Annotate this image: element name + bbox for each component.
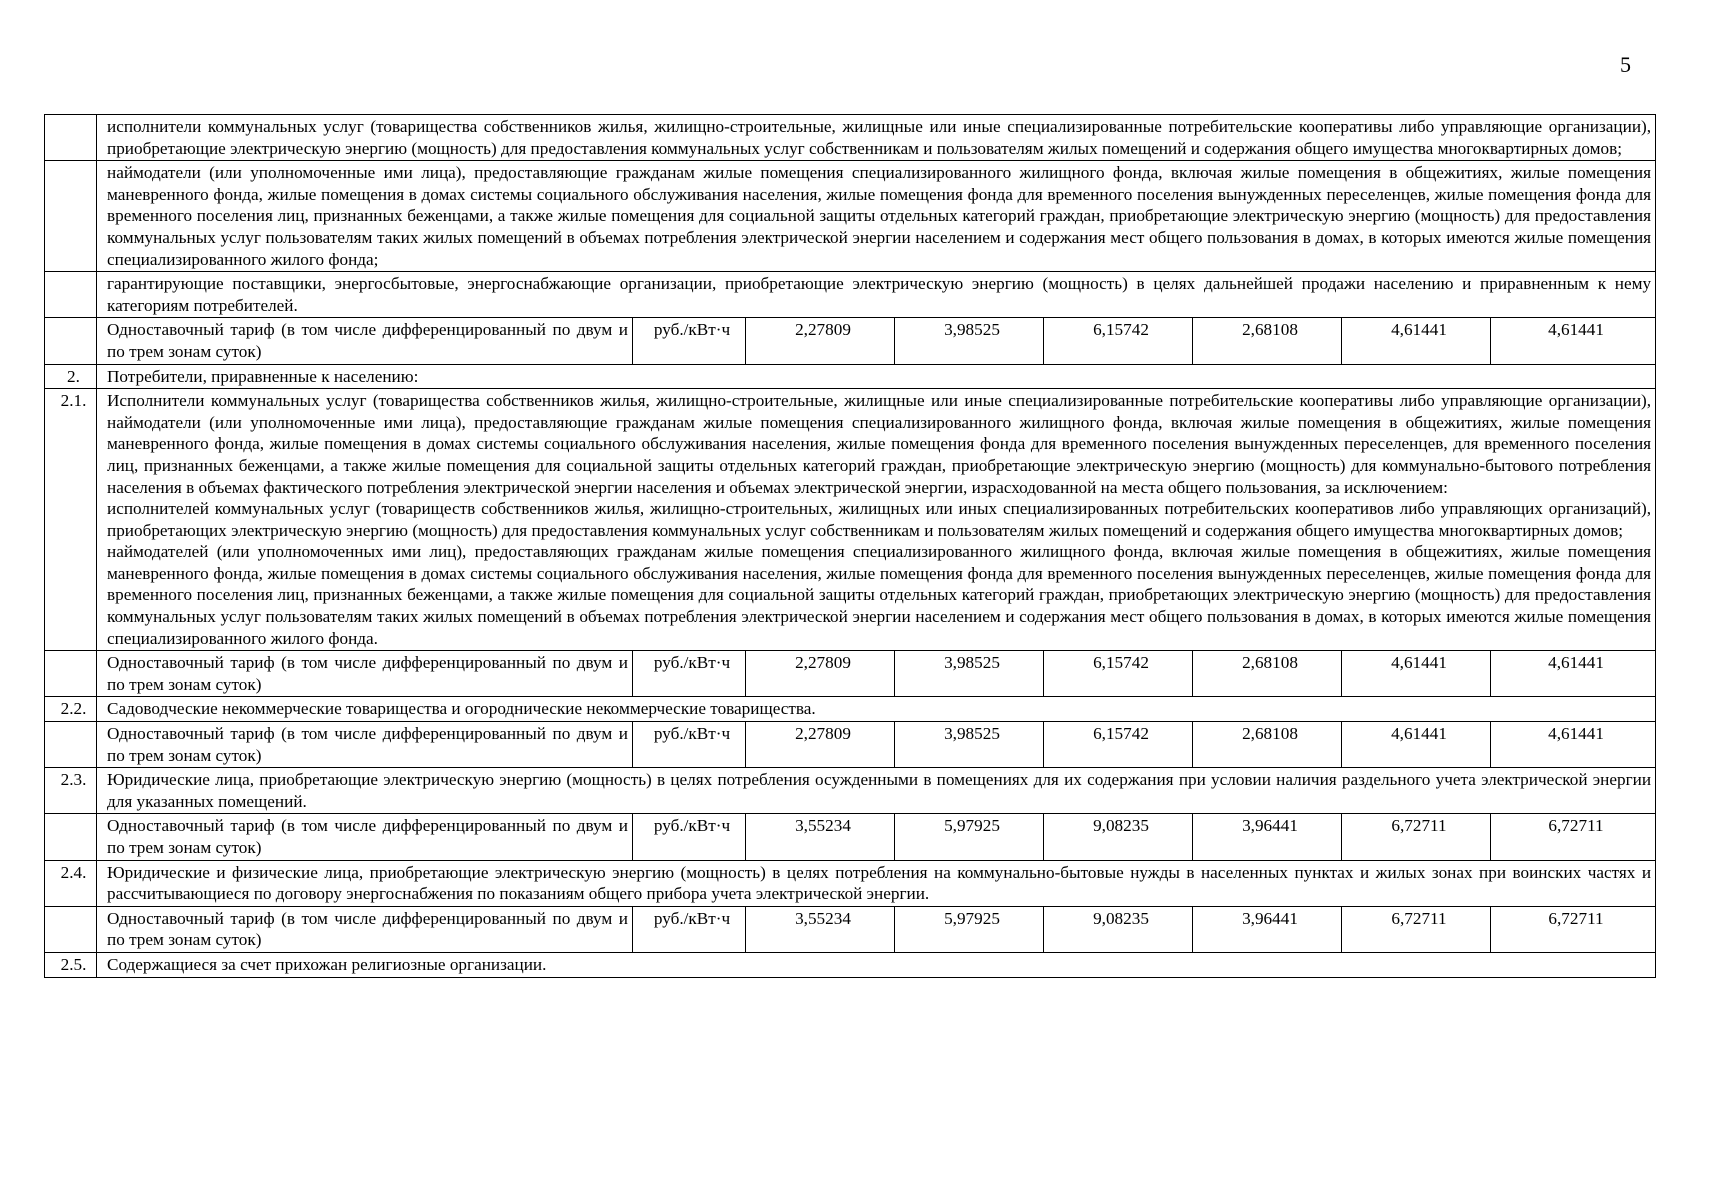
tariff-row (45, 814, 1656, 860)
category-description (97, 768, 1656, 814)
tariff-label: Одноставочный тариф (в том числе дифференцированный по двум и по трем зонам суток) (97, 318, 633, 364)
row-number (45, 906, 97, 952)
category-row (45, 272, 1656, 318)
description-paragraph: исполнителей коммунальных услуг (товариществ собственников жилья, жилищно-строительных, жилищных или иных специализированных потребительских кооперативов либо управляющих организаций), приобретающих электрическую энергию (мощность) для предоставления коммунальных услуг собственникам и пользователям жилых помещений и содержания общего имущества многоквартирных домов; (107, 499, 1652, 540)
tariff-value: 3,55234 (746, 906, 895, 952)
tariff-unit: руб./кВт·ч (633, 722, 746, 768)
tariff-row (45, 906, 1656, 952)
description-paragraph: Содержащиеся за счет прихожан религиозные организации. (107, 954, 547, 974)
description-paragraph: Исполнители коммунальных услуг (товарищества собственников жилья, жилищно-строительные, жилищные или иные специализированные потребительские кооперативы либо управляющие организации), наймодатели (или уполномоченные ими лица), предоставляющие гражданам жилые помещения специализированного жилищного фонда, включая жилые помещения в общежитиях, жилые помещения маневренного фонда, жилые помещения в домах системы социального обслуживания населения, жилые помещения фонда для временного поселения вынужденных переселенцев, для временного поселения лиц, признанных беженцами, а также жилые помещения для социальной защиты отдельных категорий граждан, приобретающие электрическую энергию (мощность) для коммунально-бытового потребления населения в объемах фактического потребления электрической энергии населения и объемах электрической энергии, израсходованной на места общего пользования, за исключением: (107, 391, 1652, 497)
row-number (45, 651, 97, 697)
page-number: 5 (1620, 52, 1631, 77)
tariff-value: 2,68108 (1193, 318, 1342, 364)
category-row (45, 860, 1656, 906)
tariff-value: 2,27809 (746, 722, 895, 768)
row-number: 2.3. (45, 768, 97, 814)
tariff-value: 6,15742 (1044, 318, 1193, 364)
tariff-label: Одноставочный тариф (в том числе дифференцированный по двум и по трем зонам суток) (97, 651, 633, 697)
tariff-value: 6,72711 (1491, 906, 1656, 952)
category-description (97, 115, 1656, 161)
tariff-value: 4,61441 (1491, 722, 1656, 768)
row-number (45, 318, 97, 364)
description-paragraph: наймодатели (или уполномоченные ими лица), предоставляющие гражданам жилые помещения специализированного жилищного фонда, включая жилые помещения в общежитиях, жилые помещения маневренного фонда, жилые помещения в домах системы социального обслуживания населения, жилые помещения фонда для временного поселения вынужденных переселенцев, жилые помещения фонда для временного поселения лиц, признанных беженцами, а также жилые помещения для социальной защиты отдельных категорий граждан, приобретающие электрическую энергию (мощность) для предоставления коммунальных услуг пользователям таких жилых помещений в объемах потребления электрической энергии населением и содержания мест общего пользования в домах, в которых имеются жилые помещения специализированного жилого фонда; (107, 163, 1652, 269)
tariff-value: 4,61441 (1342, 722, 1491, 768)
tariff-unit: руб./кВт·ч (633, 906, 746, 952)
category-description (97, 364, 1656, 389)
tariff-value: 6,72711 (1491, 814, 1656, 860)
tariff-value: 2,27809 (746, 651, 895, 697)
tariff-value: 2,68108 (1193, 722, 1342, 768)
tariff-value: 6,72711 (1342, 814, 1491, 860)
tariff-value: 3,98525 (895, 722, 1044, 768)
tariff-value: 9,08235 (1044, 814, 1193, 860)
category-description (97, 272, 1656, 318)
tariff-value: 5,97925 (895, 906, 1044, 952)
category-row (45, 952, 1656, 977)
description-paragraph: Юридические лица, приобретающие электрическую энергию (мощность) в целях потребления осужденными в помещениях для их содержания при условии наличия раздельного учета электрической энергии для указанных помещений. (107, 770, 1652, 811)
tariff-value: 4,61441 (1491, 651, 1656, 697)
description-paragraph: Потребители, приравненные к населению: (107, 366, 419, 386)
description-paragraph: наймодателей (или уполномоченных ими лиц), предоставляющих гражданам жилые помещения специализированного жилищного фонда, включая жилые помещения в общежитиях, жилые помещения маневренного фонда, жилые помещения в домах системы социального обслуживания населения, жилые помещения фонда для временного поселения вынужденных переселенцев, жилые помещения фонда для временного поселения лиц, признанных беженцами, а также жилые помещения для социальной защиты отдельных категорий граждан, приобретающих электрическую энергию (мощность) для предоставления коммунальных услуг пользователям таких жилых помещений в объемах потребления электрической энергии населением и содержания мест общего пользования в домах, в которых имеются жилые помещения специализированного жилого фонда. (107, 542, 1652, 648)
row-number: 2.2. (45, 697, 97, 722)
row-number: 2.4. (45, 860, 97, 906)
category-description (97, 952, 1656, 977)
category-row (45, 115, 1656, 161)
tariff-unit: руб./кВт·ч (633, 651, 746, 697)
tariff-value: 3,55234 (746, 814, 895, 860)
category-row (45, 768, 1656, 814)
tariff-value: 6,72711 (1342, 906, 1491, 952)
tariff-value: 9,08235 (1044, 906, 1193, 952)
tariff-value: 3,96441 (1193, 814, 1342, 860)
row-number (45, 115, 97, 161)
tariff-value: 3,98525 (895, 651, 1044, 697)
tariff-value: 4,61441 (1491, 318, 1656, 364)
category-row (45, 364, 1656, 389)
category-description (97, 860, 1656, 906)
category-description (97, 697, 1656, 722)
tariff-value: 3,98525 (895, 318, 1044, 364)
tariff-row (45, 651, 1656, 697)
row-number: 2. (45, 364, 97, 389)
category-description (97, 389, 1656, 651)
description-paragraph: исполнители коммунальных услуг (товарищества собственников жилья, жилищно-строительные, жилищные или иные специализированные потребительские кооперативы либо управляющие организации), приобретающие электрическую энергию (мощность) для предоставления коммунальных услуг собственникам и пользователям жилых помещений и содержания общего имущества многоквартирных домов; (107, 117, 1652, 158)
tariff-value: 3,96441 (1193, 906, 1342, 952)
tariff-value: 6,15742 (1044, 651, 1193, 697)
description-paragraph: гарантирующие поставщики, энергосбытовые, энергоснабжающие организации, приобретающие электрическую энергию (мощность) в целях дальнейшей продажи населению и приравненным к нему категориям потребителей. (107, 274, 1652, 315)
tariff-row (45, 318, 1656, 364)
tariff-value: 2,68108 (1193, 651, 1342, 697)
description-paragraph: Юридические и физические лица, приобретающие электрическую энергию (мощность) в целях потребления на коммунально-бытовые нужды в населенных пунктах и жилых зонах при воинских частях и рассчитывающиеся по договору энергоснабжения по показаниям общего прибора учета электрической энергии. (107, 862, 1652, 904)
tariff-value: 6,15742 (1044, 722, 1193, 768)
tariff-value: 2,27809 (746, 318, 895, 364)
tariff-label: Одноставочный тариф (в том числе дифференцированный по двум и по трем зонам суток) (97, 814, 633, 860)
row-number (45, 722, 97, 768)
tariff-label: Одноставочный тариф (в том числе дифференцированный по двум и по трем зонам суток) (97, 906, 633, 952)
tariff-unit: руб./кВт·ч (633, 814, 746, 860)
tariff-label: Одноставочный тариф (в том числе дифференцированный по двум и по трем зонам суток) (97, 722, 633, 768)
category-row (45, 697, 1656, 722)
tariff-value: 5,97925 (895, 814, 1044, 860)
tariff-value: 4,61441 (1342, 651, 1491, 697)
row-number (45, 161, 97, 272)
category-description (97, 161, 1656, 272)
row-number: 2.5. (45, 952, 97, 977)
tariff-table (44, 114, 1656, 978)
description-paragraph: Садоводческие некоммерческие товарищества и огороднические некоммерческие товарищества. (107, 699, 816, 719)
row-number (45, 814, 97, 860)
category-row (45, 389, 1656, 651)
row-number: 2.1. (45, 389, 97, 651)
tariff-unit: руб./кВт·ч (633, 318, 746, 364)
tariff-row (45, 722, 1656, 768)
row-number (45, 272, 97, 318)
tariff-value: 4,61441 (1342, 318, 1491, 364)
category-row (45, 161, 1656, 272)
